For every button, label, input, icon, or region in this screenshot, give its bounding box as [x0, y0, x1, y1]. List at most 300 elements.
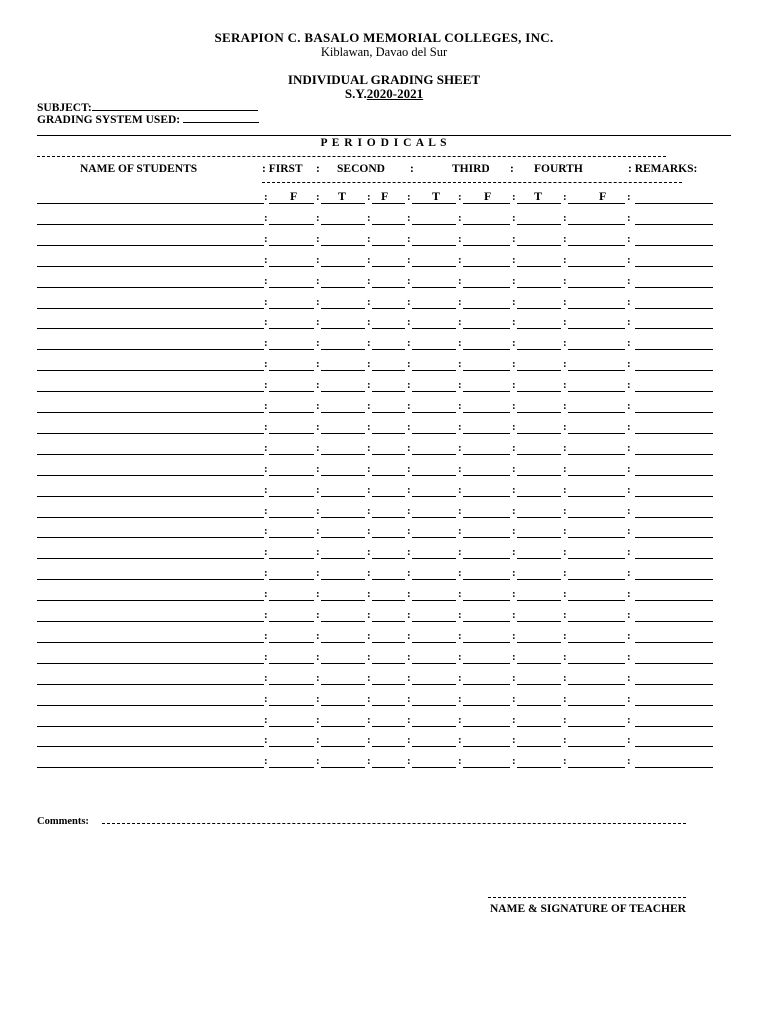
- grade-blank[interactable]: [463, 726, 510, 727]
- grade-blank[interactable]: [463, 412, 510, 413]
- grade-blank[interactable]: [463, 767, 510, 768]
- grade-blank[interactable]: [517, 496, 561, 497]
- remarks-line[interactable]: [635, 726, 713, 727]
- remarks-line[interactable]: [635, 349, 713, 350]
- student-name-line[interactable]: [37, 663, 264, 664]
- grade-separator: :: [512, 441, 516, 454]
- grade-blank[interactable]: [517, 746, 561, 747]
- grade-blank[interactable]: [568, 517, 625, 518]
- remarks-line[interactable]: [635, 433, 713, 434]
- grade-blank[interactable]: [269, 328, 314, 329]
- grade-blank[interactable]: [412, 642, 456, 643]
- grade-blank[interactable]: [517, 705, 561, 706]
- grade-blank[interactable]: [321, 370, 365, 371]
- grade-blank[interactable]: [412, 287, 456, 288]
- grade-blank[interactable]: [372, 328, 405, 329]
- student-name-line[interactable]: [37, 537, 264, 538]
- grade-blank[interactable]: [372, 642, 405, 643]
- grade-blank[interactable]: [568, 475, 625, 476]
- grade-blank[interactable]: [412, 412, 456, 413]
- grade-blank[interactable]: [568, 621, 625, 622]
- grade-blank[interactable]: [412, 224, 456, 225]
- grade-separator: :: [627, 567, 631, 580]
- student-name-line[interactable]: [37, 224, 264, 225]
- grade-blank[interactable]: [517, 558, 561, 559]
- grade-blank[interactable]: [463, 642, 510, 643]
- grade-separator: :: [407, 295, 411, 308]
- grade-blank[interactable]: [321, 391, 365, 392]
- grade-blank[interactable]: [372, 308, 405, 309]
- grade-blank[interactable]: [269, 558, 314, 559]
- grade-blank[interactable]: [372, 287, 405, 288]
- grade-separator: :: [563, 650, 567, 663]
- remarks-line[interactable]: [635, 370, 713, 371]
- grade-blank[interactable]: [321, 600, 365, 601]
- grade-blank[interactable]: [568, 642, 625, 643]
- grade-blank[interactable]: [568, 266, 625, 267]
- grade-blank[interactable]: [412, 579, 456, 580]
- grade-blank[interactable]: [568, 663, 625, 664]
- grade-blank[interactable]: [412, 454, 456, 455]
- grade-separator: :: [316, 713, 320, 726]
- grade-blank[interactable]: [321, 308, 365, 309]
- grade-blank[interactable]: [372, 224, 405, 225]
- grade-blank[interactable]: [463, 308, 510, 309]
- grade-separator: :: [627, 671, 631, 684]
- grade-blank[interactable]: [269, 746, 314, 747]
- grade-blank[interactable]: [372, 558, 405, 559]
- grade-blank[interactable]: [269, 496, 314, 497]
- student-name-line[interactable]: [37, 308, 264, 309]
- remarks-line[interactable]: [635, 475, 713, 476]
- grade-blank[interactable]: [412, 475, 456, 476]
- remarks-line[interactable]: [635, 308, 713, 309]
- remarks-line[interactable]: [635, 684, 713, 685]
- grade-blank[interactable]: [372, 517, 405, 518]
- grade-blank[interactable]: [321, 746, 365, 747]
- grade-blank[interactable]: [463, 433, 510, 434]
- grade-blank[interactable]: [269, 475, 314, 476]
- grade-blank[interactable]: [568, 579, 625, 580]
- grade-blank[interactable]: [269, 726, 314, 727]
- grade-blank[interactable]: [517, 349, 561, 350]
- grade-blank[interactable]: [269, 767, 314, 768]
- remarks-line[interactable]: [635, 642, 713, 643]
- grade-separator: :: [512, 420, 516, 433]
- grade-separator: :: [563, 629, 567, 642]
- grade-blank[interactable]: [412, 705, 456, 706]
- grade-blank[interactable]: [517, 454, 561, 455]
- remarks-line[interactable]: [635, 767, 713, 768]
- grade-blank[interactable]: [568, 537, 625, 538]
- grade-blank[interactable]: [372, 266, 405, 267]
- grade-blank[interactable]: [463, 663, 510, 664]
- grade-blank[interactable]: [321, 621, 365, 622]
- student-name-line[interactable]: [37, 642, 264, 643]
- grade-blank[interactable]: [269, 684, 314, 685]
- second-header: SECOND: [337, 163, 385, 175]
- grade-blank[interactable]: [463, 558, 510, 559]
- grade-blank[interactable]: [269, 705, 314, 706]
- remarks-line[interactable]: [635, 287, 713, 288]
- grade-blank[interactable]: [412, 684, 456, 685]
- grade-blank[interactable]: [412, 663, 456, 664]
- grade-blank[interactable]: [412, 600, 456, 601]
- grade-blank[interactable]: [321, 266, 365, 267]
- grade-blank[interactable]: [372, 349, 405, 350]
- grade-blank[interactable]: [568, 412, 625, 413]
- grade-blank[interactable]: [568, 245, 625, 246]
- grade-blank[interactable]: [517, 370, 561, 371]
- grade-blank[interactable]: [463, 370, 510, 371]
- remarks-line[interactable]: [635, 203, 713, 204]
- grade-blank[interactable]: [321, 224, 365, 225]
- grade-blank[interactable]: [412, 266, 456, 267]
- grade-blank[interactable]: [412, 245, 456, 246]
- grade-blank[interactable]: [463, 579, 510, 580]
- remarks-line[interactable]: [635, 705, 713, 706]
- student-name-line[interactable]: [37, 558, 264, 559]
- grade-blank[interactable]: [321, 412, 365, 413]
- grade-blank[interactable]: [321, 517, 365, 518]
- grade-blank[interactable]: [372, 245, 405, 246]
- grade-blank[interactable]: [321, 767, 365, 768]
- subject-blank[interactable]: [92, 99, 258, 111]
- grade-blank[interactable]: [321, 684, 365, 685]
- grade-blank[interactable]: [269, 579, 314, 580]
- grade-blank[interactable]: [463, 705, 510, 706]
- grade-separator: :: [316, 504, 320, 517]
- grade-blank[interactable]: [568, 684, 625, 685]
- remarks-line[interactable]: [635, 663, 713, 664]
- grade-blank[interactable]: [412, 433, 456, 434]
- comments-line[interactable]: [102, 823, 686, 824]
- grade-blank[interactable]: [517, 475, 561, 476]
- grade-blank[interactable]: [517, 767, 561, 768]
- remarks-line[interactable]: [635, 517, 713, 518]
- grade-blank[interactable]: [412, 726, 456, 727]
- grade-blank[interactable]: [568, 558, 625, 559]
- remarks-line[interactable]: [635, 328, 713, 329]
- grade-blank[interactable]: [321, 454, 365, 455]
- grade-blank[interactable]: [412, 370, 456, 371]
- student-name-line[interactable]: [37, 412, 264, 413]
- student-name-line[interactable]: [37, 433, 264, 434]
- grade-blank[interactable]: [517, 245, 561, 246]
- student-name-line[interactable]: [37, 245, 264, 246]
- top-rule: [37, 135, 731, 136]
- grade-blank[interactable]: [372, 433, 405, 434]
- grade-separator: :: [458, 650, 462, 663]
- grade-separator: :: [316, 232, 320, 245]
- student-name-line[interactable]: [37, 726, 264, 727]
- remarks-line[interactable]: [635, 496, 713, 497]
- grade-blank[interactable]: [321, 537, 365, 538]
- grade-blank[interactable]: [517, 579, 561, 580]
- grade-blank[interactable]: [517, 328, 561, 329]
- grade-blank[interactable]: [321, 705, 365, 706]
- remarks-line[interactable]: [635, 746, 713, 747]
- grade-blank[interactable]: [372, 203, 405, 204]
- grade-blank[interactable]: [517, 287, 561, 288]
- grade-blank[interactable]: [412, 308, 456, 309]
- student-name-line[interactable]: [37, 475, 264, 476]
- grade-blank[interactable]: [269, 642, 314, 643]
- grade-separator: :: [512, 650, 516, 663]
- student-name-line[interactable]: [37, 266, 264, 267]
- grade-blank[interactable]: [517, 663, 561, 664]
- grade-separator: :: [563, 253, 567, 266]
- grade-separator: :: [316, 588, 320, 601]
- grade-blank[interactable]: [372, 370, 405, 371]
- student-name-line[interactable]: [37, 349, 264, 350]
- teacher-signature-line[interactable]: [488, 897, 686, 898]
- grade-blank[interactable]: [463, 684, 510, 685]
- student-name-line[interactable]: [37, 287, 264, 288]
- grade-separator: :: [627, 337, 631, 350]
- grading-system-blank[interactable]: [183, 111, 259, 123]
- grade-blank[interactable]: [269, 433, 314, 434]
- grade-blank[interactable]: [412, 517, 456, 518]
- grade-separator: :: [563, 316, 567, 329]
- grade-blank[interactable]: [463, 328, 510, 329]
- grade-blank[interactable]: [372, 663, 405, 664]
- grade-blank[interactable]: [517, 266, 561, 267]
- grade-blank[interactable]: [412, 391, 456, 392]
- grade-separator: :: [407, 232, 411, 245]
- student-name-line[interactable]: [37, 203, 264, 204]
- remarks-line[interactable]: [635, 224, 713, 225]
- remarks-line[interactable]: [635, 579, 713, 580]
- grade-blank[interactable]: [517, 517, 561, 518]
- grade-blank[interactable]: [568, 746, 625, 747]
- grade-blank[interactable]: [372, 621, 405, 622]
- grade-blank[interactable]: [321, 245, 365, 246]
- fourth-header: FOURTH: [534, 163, 583, 175]
- grade-blank[interactable]: [517, 412, 561, 413]
- grade-separator: :: [627, 358, 631, 371]
- grade-separator: :: [512, 253, 516, 266]
- grade-blank[interactable]: [568, 454, 625, 455]
- grade-blank[interactable]: [372, 475, 405, 476]
- grade-blank[interactable]: [321, 475, 365, 476]
- grade-blank[interactable]: [269, 517, 314, 518]
- grade-separator: :: [316, 629, 320, 642]
- grade-blank[interactable]: [372, 391, 405, 392]
- grade-blank[interactable]: [517, 600, 561, 601]
- student-name-line[interactable]: [37, 579, 264, 580]
- grade-blank[interactable]: [463, 496, 510, 497]
- grade-blank[interactable]: [463, 475, 510, 476]
- grade-blank[interactable]: [568, 287, 625, 288]
- grade-separator: :: [563, 420, 567, 433]
- grade-separator: :: [264, 441, 268, 454]
- grade-blank[interactable]: [412, 621, 456, 622]
- grade-blank[interactable]: [412, 537, 456, 538]
- grade-blank[interactable]: [568, 726, 625, 727]
- grade-blank[interactable]: [568, 370, 625, 371]
- grade-blank[interactable]: [269, 224, 314, 225]
- grade-blank[interactable]: [568, 433, 625, 434]
- grade-blank[interactable]: [372, 767, 405, 768]
- student-name-line[interactable]: [37, 370, 264, 371]
- grade-separator: :: [627, 274, 631, 287]
- grade-blank[interactable]: [321, 349, 365, 350]
- grade-blank[interactable]: [269, 537, 314, 538]
- remarks-line[interactable]: [635, 558, 713, 559]
- student-name-line[interactable]: [37, 684, 264, 685]
- grade-blank[interactable]: [372, 496, 405, 497]
- grade-separator: :: [627, 400, 631, 412]
- grade-separator: :: [512, 358, 516, 371]
- grade-blank[interactable]: [269, 349, 314, 350]
- grade-blank[interactable]: [568, 600, 625, 601]
- grade-blank[interactable]: [568, 308, 625, 309]
- grade-blank[interactable]: [372, 746, 405, 747]
- grade-blank[interactable]: [517, 621, 561, 622]
- grade-blank[interactable]: [463, 746, 510, 747]
- grade-blank[interactable]: [463, 621, 510, 622]
- remarks-line[interactable]: [635, 245, 713, 246]
- grade-blank[interactable]: [372, 454, 405, 455]
- remarks-line[interactable]: [635, 454, 713, 455]
- grade-separator: :: [512, 504, 516, 517]
- grade-blank[interactable]: [321, 642, 365, 643]
- grade-blank[interactable]: [269, 245, 314, 246]
- student-name-line[interactable]: [37, 767, 264, 768]
- student-name-line[interactable]: [37, 600, 264, 601]
- student-name-line[interactable]: [37, 454, 264, 455]
- grade-blank[interactable]: [517, 224, 561, 225]
- grade-blank[interactable]: [568, 767, 625, 768]
- grade-blank[interactable]: [321, 663, 365, 664]
- grade-blank[interactable]: [412, 349, 456, 350]
- grade-blank[interactable]: [463, 391, 510, 392]
- grade-separator: :: [367, 546, 371, 559]
- remarks-line[interactable]: [635, 266, 713, 267]
- student-name-line[interactable]: [37, 517, 264, 518]
- grade-separator: :: [316, 295, 320, 308]
- grade-blank[interactable]: [372, 537, 405, 538]
- grade-blank[interactable]: [412, 496, 456, 497]
- grade-blank[interactable]: [321, 579, 365, 580]
- grade-separator: :: [563, 525, 567, 538]
- remarks-line[interactable]: [635, 412, 713, 413]
- grade-blank[interactable]: [269, 600, 314, 601]
- grade-blank[interactable]: [269, 412, 314, 413]
- grade-separator: :: [264, 316, 268, 329]
- grade-separator: :: [367, 462, 371, 475]
- remarks-line[interactable]: [635, 391, 713, 392]
- grade-blank[interactable]: [269, 266, 314, 267]
- grade-blank[interactable]: [372, 705, 405, 706]
- student-name-line[interactable]: [37, 746, 264, 747]
- grade-blank[interactable]: [517, 391, 561, 392]
- grade-blank[interactable]: [321, 496, 365, 497]
- grade-blank[interactable]: [463, 537, 510, 538]
- grade-blank[interactable]: [463, 600, 510, 601]
- remarks-line[interactable]: [635, 621, 713, 622]
- grade-blank[interactable]: [463, 517, 510, 518]
- grade-blank[interactable]: [269, 308, 314, 309]
- grade-blank[interactable]: [269, 391, 314, 392]
- student-name-line[interactable]: [37, 391, 264, 392]
- grade-blank[interactable]: [321, 328, 365, 329]
- grade-blank[interactable]: [269, 621, 314, 622]
- grade-separator: :: [407, 420, 411, 433]
- grade-blank[interactable]: [517, 537, 561, 538]
- grade-blank[interactable]: [463, 245, 510, 246]
- grade-separator: :: [407, 211, 411, 224]
- grade-blank[interactable]: [412, 328, 456, 329]
- grade-separator: :: [563, 462, 567, 475]
- grade-blank[interactable]: [372, 579, 405, 580]
- grade-blank[interactable]: [463, 266, 510, 267]
- grade-blank[interactable]: [372, 726, 405, 727]
- grade-blank[interactable]: [321, 287, 365, 288]
- grade-blank[interactable]: [372, 412, 405, 413]
- grade-blank[interactable]: [269, 287, 314, 288]
- grade-blank[interactable]: [463, 224, 510, 225]
- grade-blank[interactable]: [321, 433, 365, 434]
- remarks-line[interactable]: [635, 537, 713, 538]
- student-name-line[interactable]: [37, 496, 264, 497]
- grade-separator: :: [627, 755, 631, 768]
- grade-separator: :: [563, 441, 567, 454]
- grade-blank[interactable]: [269, 370, 314, 371]
- grade-blank[interactable]: [463, 349, 510, 350]
- grade-blank[interactable]: [269, 454, 314, 455]
- grade-separator: :: [563, 713, 567, 726]
- grade-blank[interactable]: [463, 287, 510, 288]
- grade-blank[interactable]: [568, 349, 625, 350]
- grade-blank[interactable]: [517, 684, 561, 685]
- grade-separator: :: [264, 671, 268, 684]
- grade-blank[interactable]: [412, 558, 456, 559]
- grade-blank[interactable]: [517, 642, 561, 643]
- grade-separator: :: [367, 588, 371, 601]
- grade-blank[interactable]: [568, 203, 625, 204]
- grade-blank[interactable]: [372, 684, 405, 685]
- grade-blank[interactable]: [372, 600, 405, 601]
- grade-separator: :: [458, 755, 462, 768]
- grade-separator: :: [627, 629, 631, 642]
- grade-blank[interactable]: [568, 496, 625, 497]
- grade-blank[interactable]: [568, 705, 625, 706]
- grade-blank[interactable]: [412, 746, 456, 747]
- grade-separator: :: [627, 232, 631, 245]
- grade-separator: :: [512, 609, 516, 621]
- grade-blank[interactable]: [463, 454, 510, 455]
- grade-blank[interactable]: [321, 558, 365, 559]
- grade-blank[interactable]: [269, 663, 314, 664]
- grade-separator: :: [316, 546, 320, 559]
- grade-blank[interactable]: [568, 328, 625, 329]
- student-name-line[interactable]: [37, 621, 264, 622]
- grade-blank[interactable]: [321, 726, 365, 727]
- student-name-line[interactable]: [37, 705, 264, 706]
- grade-blank[interactable]: [412, 767, 456, 768]
- grade-blank[interactable]: [568, 391, 625, 392]
- grade-separator: :: [407, 713, 411, 726]
- grade-blank[interactable]: [517, 726, 561, 727]
- grade-blank[interactable]: [568, 224, 625, 225]
- grade-separator: :: [264, 650, 268, 663]
- grade-blank[interactable]: [517, 433, 561, 434]
- student-name-line[interactable]: [37, 328, 264, 329]
- remarks-line[interactable]: [635, 600, 713, 601]
- grade-blank[interactable]: [517, 308, 561, 309]
